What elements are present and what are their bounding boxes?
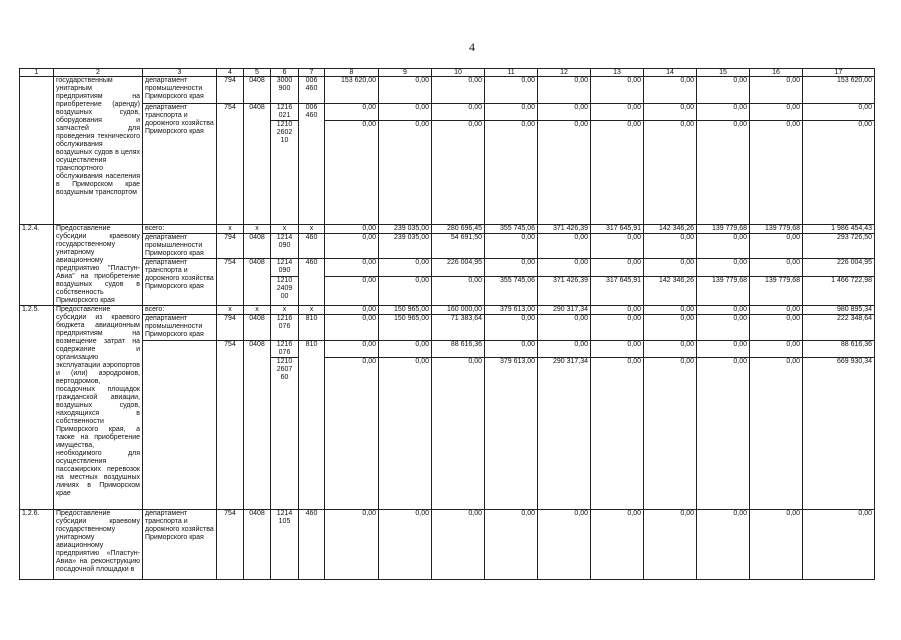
- col-header: 14: [644, 69, 697, 77]
- value-cell: 0,00: [644, 358, 697, 510]
- value-cell: 0,00: [591, 259, 644, 277]
- value-cell: 355 745,06: [485, 277, 538, 306]
- code-cell: 0408: [244, 259, 271, 306]
- value-cell: 0,00: [591, 315, 644, 341]
- value-cell: 0,00: [750, 234, 803, 259]
- code-cell: x: [217, 225, 244, 234]
- value-cell: 0,00: [325, 259, 379, 277]
- value-cell: 0,00: [379, 358, 432, 510]
- code-cell: 794: [217, 234, 244, 259]
- code-cell: x: [299, 306, 325, 315]
- value-cell: 226 004,95: [803, 259, 875, 277]
- value-cell: 0,00: [485, 341, 538, 358]
- value-cell: 379 613,00: [485, 306, 538, 315]
- value-cell: 139 779,68: [697, 225, 750, 234]
- value-cell: 0,00: [485, 259, 538, 277]
- executor-cell: департамент транспорта и дорожного хозяйства Приморского края: [143, 104, 217, 225]
- value-cell: 317 645,91: [591, 225, 644, 234]
- value-cell: 0,00: [432, 104, 485, 121]
- value-cell: 0,00: [644, 306, 697, 315]
- value-cell: 0,00: [432, 121, 485, 225]
- item-description: Предоставление субсидии краевому государственному унитарному авиационному предприятию "Пластун-Авиа" на приобретение воздушных судов в собственность Приморского края: [54, 225, 143, 306]
- value-cell: 0,00: [325, 306, 379, 315]
- col-header: 10: [432, 69, 485, 77]
- value-cell: 371 426,39: [538, 225, 591, 234]
- value-cell: 293 726,50: [803, 234, 875, 259]
- column-number-row: [20, 69, 875, 77]
- value-cell: 0,00: [697, 306, 750, 315]
- value-cell: 0,00: [750, 510, 803, 580]
- table-row: [20, 306, 875, 315]
- item-number: 1.2.4.: [20, 225, 54, 306]
- value-cell: 0,00: [538, 315, 591, 341]
- value-cell: 0,00: [591, 77, 644, 104]
- value-cell: 0,00: [750, 358, 803, 510]
- value-cell: 0,00: [432, 510, 485, 580]
- value-cell: 0,00: [485, 77, 538, 104]
- value-cell: 0,00: [750, 104, 803, 121]
- value-cell: 1 986 454,43: [803, 225, 875, 234]
- col-header: 8: [325, 69, 379, 77]
- value-cell: 0,00: [325, 234, 379, 259]
- col-header: 17: [803, 69, 875, 77]
- value-cell: 0,00: [591, 234, 644, 259]
- value-cell: 0,00: [538, 341, 591, 358]
- value-cell: 239 035,00: [379, 225, 432, 234]
- value-cell: 0,00: [591, 358, 644, 510]
- executor-cell: департамент транспорта и дорожного хозяйства Приморского края: [143, 259, 217, 306]
- value-cell: 0,00: [750, 306, 803, 315]
- value-cell: 88 616,36: [432, 341, 485, 358]
- col-header: 4: [217, 69, 244, 77]
- col-header: 13: [591, 69, 644, 77]
- code-cell: 794: [217, 77, 244, 104]
- value-cell: 0,00: [485, 510, 538, 580]
- table-row: [20, 234, 875, 259]
- value-cell: 0,00: [325, 510, 379, 580]
- code-cell: 1210 2602 10: [271, 121, 299, 225]
- code-cell: 006 460: [299, 77, 325, 104]
- value-cell: 88 616,36: [803, 341, 875, 358]
- value-cell: 0,00: [325, 277, 379, 306]
- value-cell: 0,00: [538, 510, 591, 580]
- executor-cell: всего:: [143, 306, 217, 315]
- item-number-cell: [20, 77, 54, 225]
- page-number: 4: [469, 40, 475, 54]
- executor-cell: всего:: [143, 225, 217, 234]
- value-cell: 0,00: [538, 259, 591, 277]
- value-cell: 153 620,00: [325, 77, 379, 104]
- value-cell: 0,00: [538, 121, 591, 225]
- value-cell: 0,00: [485, 315, 538, 341]
- value-cell: 371 426,39: [538, 277, 591, 306]
- code-cell: 754: [217, 510, 244, 580]
- executor-cell: департамент промышленности Приморского края: [143, 77, 217, 104]
- value-cell: 0,00: [644, 259, 697, 277]
- item-description: Предоставление субсидии из краевого бюджета авиационным предприятиям на возмещение затрат на содержание и организацию эксплуатации аэропортов и (или) аэродромов, вертодромов, посадочных площадок гражданской авиации, воздушных судов, находящихся в собственности Приморского края, а также на приобретение имущества, необходимого для осуществления пассажирских перевозок на местных воздушных линиях в Приморском крае: [54, 306, 143, 510]
- code-cell: 1216 076: [271, 315, 299, 341]
- value-cell: 139 779,68: [750, 225, 803, 234]
- value-cell: 0,00: [379, 121, 432, 225]
- value-cell: 139 779,68: [750, 277, 803, 306]
- value-cell: 0,00: [697, 121, 750, 225]
- table-row: [20, 225, 875, 234]
- code-cell: 1216 076: [271, 341, 299, 358]
- col-header: 7: [299, 69, 325, 77]
- value-cell: 0,00: [325, 225, 379, 234]
- value-cell: 0,00: [379, 77, 432, 104]
- value-cell: 0,00: [325, 341, 379, 358]
- value-cell: 0,00: [644, 121, 697, 225]
- table-row: [20, 104, 875, 121]
- col-header: 2: [54, 69, 143, 77]
- value-cell: 379 613,00: [485, 358, 538, 510]
- table-row: [20, 315, 875, 341]
- value-cell: 0,00: [697, 259, 750, 277]
- value-cell: 0,00: [697, 358, 750, 510]
- value-cell: 0,00: [591, 121, 644, 225]
- value-cell: 0,00: [591, 510, 644, 580]
- value-cell: 0,00: [591, 306, 644, 315]
- code-cell: x: [217, 306, 244, 315]
- item-description: государственным унитарным предприятиям на приобретение (аренду) воздушных судов, оборудования и запчастей для проведения технического обслуживания воздушных судов в целях осуществления транспортного обслуживания населения в Приморском крае воздушным транспортом: [54, 77, 143, 225]
- executor-cell: [143, 341, 217, 510]
- value-cell: 290 317,34: [538, 306, 591, 315]
- value-cell: 290 317,34: [538, 358, 591, 510]
- executor-cell: департамент транспорта и дорожного хозяйства Приморского края: [143, 510, 217, 580]
- value-cell: 0,00: [750, 259, 803, 277]
- value-cell: 142 346,26: [644, 277, 697, 306]
- code-cell: 1214 090: [271, 259, 299, 277]
- table-row: [20, 77, 875, 104]
- value-cell: 0,00: [697, 510, 750, 580]
- code-cell: 0408: [244, 77, 271, 104]
- value-cell: 0,00: [803, 104, 875, 121]
- code-cell: 0408: [244, 315, 271, 341]
- value-cell: 153 620,00: [803, 77, 875, 104]
- value-cell: 0,00: [379, 104, 432, 121]
- value-cell: 0,00: [644, 341, 697, 358]
- table-row: [20, 259, 875, 277]
- value-cell: 0,00: [750, 341, 803, 358]
- col-header: 1: [20, 69, 54, 77]
- table-row: [20, 510, 875, 580]
- code-cell: x: [271, 225, 299, 234]
- value-cell: 142 346,26: [644, 225, 697, 234]
- value-cell: 0,00: [644, 104, 697, 121]
- value-cell: 150 965,00: [379, 306, 432, 315]
- code-cell: 006 460: [299, 104, 325, 225]
- code-cell: 1214 105: [271, 510, 299, 580]
- value-cell: 0,00: [379, 341, 432, 358]
- value-cell: 0,00: [644, 77, 697, 104]
- value-cell: 0,00: [644, 315, 697, 341]
- executor-cell: департамент промышленности Приморского края: [143, 315, 217, 341]
- value-cell: 355 745,06: [485, 225, 538, 234]
- value-cell: 0,00: [432, 277, 485, 306]
- code-cell: 0408: [244, 104, 271, 225]
- value-cell: 0,00: [325, 104, 379, 121]
- budget-table: [19, 68, 875, 580]
- value-cell: 0,00: [325, 358, 379, 510]
- code-cell: 810: [299, 341, 325, 510]
- value-cell: 0,00: [697, 77, 750, 104]
- value-cell: 669 930,34: [803, 358, 875, 510]
- value-cell: 0,00: [485, 121, 538, 225]
- value-cell: 0,00: [485, 104, 538, 121]
- value-cell: 226 004,95: [432, 259, 485, 277]
- code-cell: 0408: [244, 234, 271, 259]
- value-cell: 0,00: [750, 121, 803, 225]
- code-cell: 1216 021: [271, 104, 299, 121]
- item-description: Предоставление субсидии краевому государственному унитарному авиационному предприятию «Пластун-Авиа» на реконструкцию посадочной площадки в: [54, 510, 143, 580]
- value-cell: 0,00: [538, 77, 591, 104]
- code-cell: 754: [217, 341, 244, 510]
- code-cell: 794: [217, 315, 244, 341]
- item-number: 1.2.5.: [20, 306, 54, 510]
- value-cell: 0,00: [697, 234, 750, 259]
- value-cell: 222 348,64: [803, 315, 875, 341]
- col-header: 6: [271, 69, 299, 77]
- value-cell: 0,00: [325, 121, 379, 225]
- code-cell: x: [271, 306, 299, 315]
- code-cell: 754: [217, 259, 244, 306]
- value-cell: 0,00: [432, 77, 485, 104]
- value-cell: 0,00: [538, 104, 591, 121]
- value-cell: 0,00: [432, 358, 485, 510]
- value-cell: 71 383,64: [432, 315, 485, 341]
- value-cell: 317 645,91: [591, 277, 644, 306]
- col-header: 16: [750, 69, 803, 77]
- value-cell: 54 691,50: [432, 234, 485, 259]
- value-cell: 0,00: [697, 341, 750, 358]
- item-number: 1.2.6.: [20, 510, 54, 580]
- value-cell: 0,00: [379, 510, 432, 580]
- col-header: 3: [143, 69, 217, 77]
- code-cell: 1210 2607 60: [271, 358, 299, 510]
- code-cell: 1210 2409 00: [271, 277, 299, 306]
- value-cell: 1 466 722,98: [803, 277, 875, 306]
- code-cell: 460: [299, 234, 325, 259]
- code-cell: 460: [299, 510, 325, 580]
- value-cell: 280 696,45: [432, 225, 485, 234]
- value-cell: 0,00: [591, 341, 644, 358]
- col-header: 12: [538, 69, 591, 77]
- value-cell: 0,00: [803, 121, 875, 225]
- col-header: 11: [485, 69, 538, 77]
- value-cell: 0,00: [697, 104, 750, 121]
- table-row: [20, 341, 875, 358]
- col-header: 5: [244, 69, 271, 77]
- value-cell: 0,00: [379, 259, 432, 277]
- col-header: 9: [379, 69, 432, 77]
- code-cell: 1214 090: [271, 234, 299, 259]
- code-cell: 810: [299, 315, 325, 341]
- code-cell: x: [299, 225, 325, 234]
- value-cell: 0,00: [538, 234, 591, 259]
- value-cell: 0,00: [803, 510, 875, 580]
- code-cell: 0408: [244, 510, 271, 580]
- col-header: 15: [697, 69, 750, 77]
- value-cell: 0,00: [591, 104, 644, 121]
- value-cell: 980 895,34: [803, 306, 875, 315]
- code-cell: 3000 900: [271, 77, 299, 104]
- value-cell: 0,00: [644, 510, 697, 580]
- code-cell: 0408: [244, 341, 271, 510]
- value-cell: 0,00: [485, 234, 538, 259]
- code-cell: 754: [217, 104, 244, 225]
- value-cell: 150 965,00: [379, 315, 432, 341]
- value-cell: 0,00: [379, 277, 432, 306]
- value-cell: 0,00: [750, 77, 803, 104]
- value-cell: 139 779,68: [697, 277, 750, 306]
- code-cell: x: [244, 306, 271, 315]
- executor-cell: департамент промышленности Приморского края: [143, 234, 217, 259]
- code-cell: x: [244, 225, 271, 234]
- code-cell: 460: [299, 259, 325, 306]
- value-cell: 0,00: [750, 315, 803, 341]
- value-cell: 0,00: [697, 315, 750, 341]
- value-cell: 160 000,00: [432, 306, 485, 315]
- value-cell: 0,00: [325, 315, 379, 341]
- value-cell: 239 035,00: [379, 234, 432, 259]
- value-cell: 0,00: [644, 234, 697, 259]
